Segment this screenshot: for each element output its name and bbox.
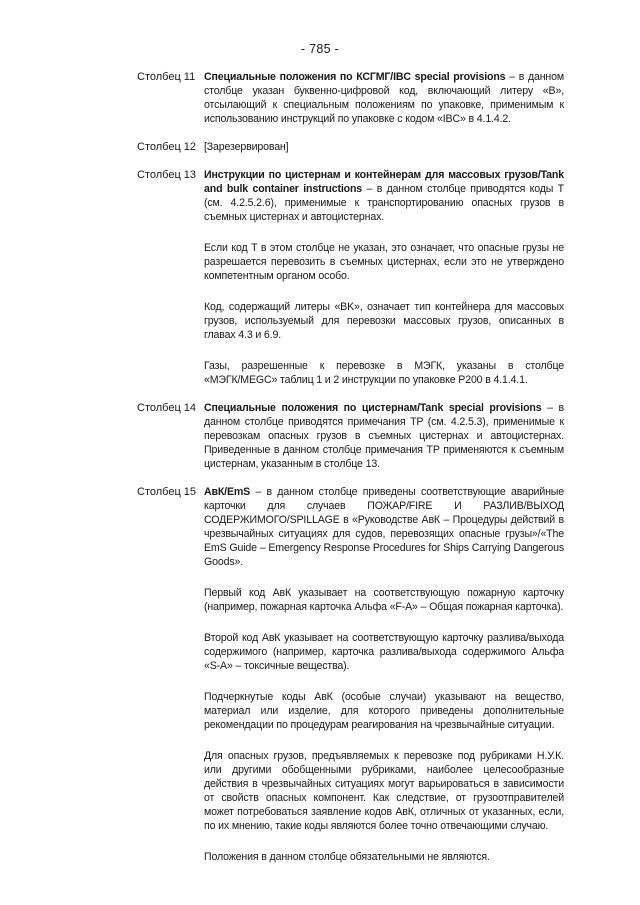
paragraph-text: – в данном столбце указан буквенно-цифровой код, включающий литеру «B», отсылающий к специальным положениям по упаковке, применимым к использованию инструкций по упаковке с кодом «IBC» в 4.1.4.2. (204, 71, 564, 125)
paragraph (204, 241, 564, 283)
paragraph (204, 485, 564, 569)
paragraph-text: Второй код АвК указывает на соответствующую карточку разлива/выхода содержимого (например, карточка разлива/выхода содержимого Альфа «S-A» – токсичные вещества). (204, 632, 564, 672)
paragraph (204, 300, 564, 342)
column-body (204, 168, 564, 387)
paragraph-text: Код, содержащий литеры «BK», означает тип контейнера для массовых грузов, используемый для перевозки массовых грузов, описанных в главах 4.3 и 6.9. (204, 301, 564, 341)
paragraph-text: Если код T в этом столбце не указан, это означает, что опасные грузы не разрешается перевозить в съемных цистернах, если это не утверждено компетентным органом особо. (204, 242, 564, 282)
column-label: Столбец 14 (137, 402, 197, 414)
paragraph (204, 631, 564, 673)
paragraph-text: – в данном столбце приводятся примечания TP (см. 4.2.5.3), применимые к перевозкам опасных грузов в съемных цистернах и автоцистернах. Приведенные в данном столбце примечания TP применяются к съемным цистернам, указанным в столбце 13. (204, 402, 564, 470)
paragraph-text: [Зарезервирован] (204, 141, 289, 153)
paragraph-text: Подчеркнутые коды АвК (особые случаи) указывают на вещество, материал или изделие, для которого приведены дополнительные рекомендации по процедурам реагирования на чрезвычайные ситуации. (204, 691, 564, 731)
paragraph (204, 690, 564, 732)
term-heading: Специальные положения по цистернам/Tank special provisions (204, 402, 542, 414)
paragraph (204, 401, 564, 471)
term-heading: Инструкции по цистернам и контейнерам для массовых грузов/Tank and bulk container instructions (204, 169, 564, 195)
paragraph-text: – в данном столбце приведены соответствующие аварийные карточки для случаев ПОЖАР/FIRE И РАЗЛИВ/ВЫХОД СОДЕРЖИМОГО/SPILLAGE в «Руководстве АвК – Процедуры действий в чрезвычайных ситуациях для судов, перевозящих опасные грузы»/«The EmS Guide – Emergency Response Procedures for Ships Carrying Dangerous Goods». (204, 486, 564, 568)
column-entry (0, 70, 640, 126)
paragraph-text: Положения в данном столбце обязательными не являются. (204, 851, 490, 863)
paragraph-text: – в данном столбце приводятся коды T (см. 4.2.5.2.6), применимые к транспортированию опасных грузов в съемных цистернах и автоцистернах. (204, 183, 564, 223)
column-body (204, 485, 564, 864)
paragraph-text: Для опасных грузов, предъявляемых к перевозке под рубриками Н.У.К. или другими обобщенными рубриками, наиболее целесообразные действия в чрезвычайных ситуациях могут варьироваться в зависимости от свойств опасных компонент. Как следствие, от грузоотправителей может потребоваться заявление кодов АвК, отличных от указанных, если, по их мнению, такие коды являются более точно отвечающими случаю. (204, 750, 564, 832)
column-label: Столбец 15 (137, 486, 197, 498)
column-entry (0, 485, 640, 864)
paragraph-text: Первый код АвК указывает на соответствующую пожарную карточку (например, пожарная карточка Альфа «F-A» – Общая пожарная карточка). (204, 587, 564, 613)
column-entry (0, 401, 640, 471)
paragraph (204, 586, 564, 614)
paragraph (204, 850, 564, 864)
column-body (204, 401, 564, 471)
column-body (204, 140, 564, 154)
paragraph (204, 749, 564, 833)
column-descriptions (0, 70, 640, 878)
paragraph (204, 359, 564, 387)
paragraph (204, 168, 564, 224)
column-entry (0, 168, 640, 387)
column-label: Столбец 12 (137, 141, 197, 153)
paragraph-text: Газы, разрешенные к перевозке в МЭГК, указаны в столбце «МЭГК/MEGC» таблиц 1 и 2 инструкции по упаковке P200 в 4.1.4.1. (204, 360, 564, 386)
term-heading: Специальные положения по КСГМГ/IBC special provisions (204, 71, 506, 83)
column-label: Столбец 11 (137, 71, 196, 83)
paragraph (204, 70, 564, 126)
paragraph (204, 140, 564, 154)
column-entry (0, 140, 640, 154)
term-heading: АвК/EmS (204, 486, 251, 498)
column-body (204, 70, 564, 126)
column-label: Столбец 13 (137, 169, 197, 181)
page-number: - 785 - (300, 42, 340, 56)
